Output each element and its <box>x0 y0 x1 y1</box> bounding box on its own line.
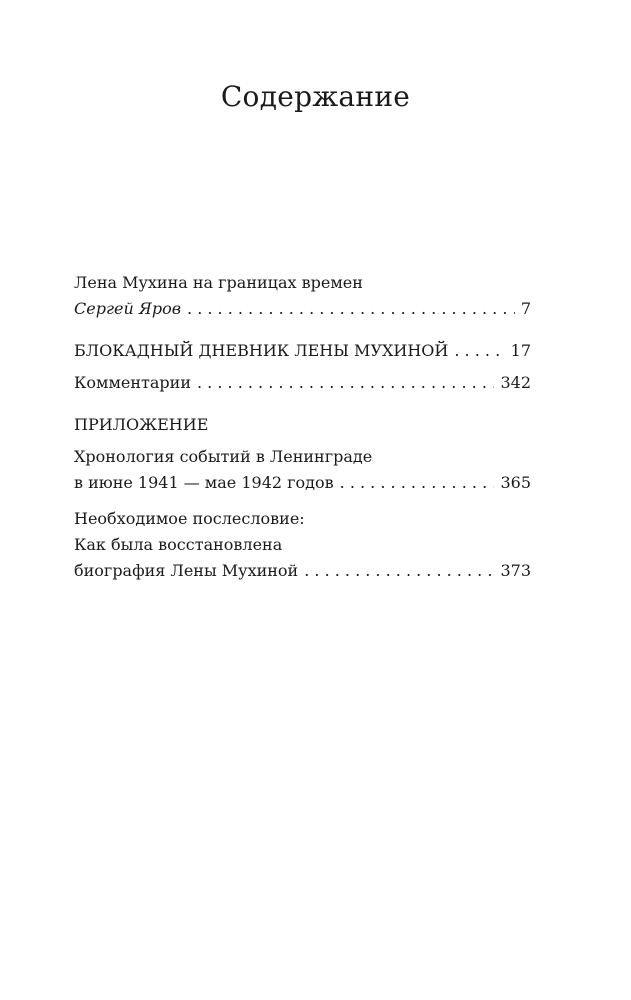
leader-dots <box>197 370 494 396</box>
spacer <box>74 322 531 338</box>
leader-dots <box>340 470 495 496</box>
toc-entry-comments <box>74 370 531 396</box>
toc-entry-intro-author: Сергей Яров <box>74 299 182 318</box>
toc-entry-intro <box>74 270 531 322</box>
toc-entry-chronology-title-line2: в июне 1941 — мае 1942 годов <box>74 473 334 492</box>
toc-entry-diary-title: БЛОКАДНЫЙ ДНЕВНИК ЛЕНЫ МУХИНОЙ <box>74 341 449 360</box>
toc-entry-chronology-page: 365 <box>500 473 531 492</box>
toc-appendix-heading-line <box>74 412 531 438</box>
toc-entry-intro-title-line <box>74 270 531 296</box>
table-of-contents <box>74 270 531 584</box>
toc-entry-diary-line <box>74 338 531 364</box>
page-title: Содержание <box>220 80 411 113</box>
toc-entry-chronology-line2 <box>74 470 531 496</box>
toc-entry-diary <box>74 338 531 364</box>
toc-entry-chronology <box>74 444 531 496</box>
toc-entry-afterword-title-line1: Необходимое послесловие: <box>74 509 305 528</box>
spacer <box>74 396 531 412</box>
toc-entry-intro-page: 7 <box>520 299 531 318</box>
toc-entry-afterword <box>74 506 531 584</box>
toc-entry-comments-line <box>74 370 531 396</box>
toc-entry-afterword-page: 373 <box>500 561 531 580</box>
toc-appendix-heading: ПРИЛОЖЕНИЕ <box>74 415 209 434</box>
spacer <box>74 496 531 506</box>
toc-entry-intro-author-line <box>74 296 531 322</box>
leader-dots <box>304 558 494 584</box>
toc-section-appendix <box>74 412 531 438</box>
toc-entry-afterword-line3 <box>74 558 531 584</box>
leader-dots <box>187 296 515 322</box>
toc-entry-comments-title: Комментарии <box>74 373 191 392</box>
toc-entry-chronology-line1 <box>74 444 531 470</box>
toc-entry-chronology-title-line1: Хронология событий в Ленинграде <box>74 447 373 466</box>
toc-entry-diary-page: 17 <box>510 341 531 360</box>
toc-entry-afterword-line1 <box>74 506 531 532</box>
toc-entry-afterword-line2 <box>74 532 531 558</box>
leader-dots <box>454 338 504 364</box>
toc-entry-afterword-title-line3: биография Лены Мухиной <box>74 561 299 580</box>
toc-entry-comments-page: 342 <box>500 373 531 392</box>
toc-entry-intro-title: Лена Мухина на границах времен <box>74 273 363 292</box>
toc-entry-afterword-title-line2: Как была восстановлена <box>74 535 283 554</box>
